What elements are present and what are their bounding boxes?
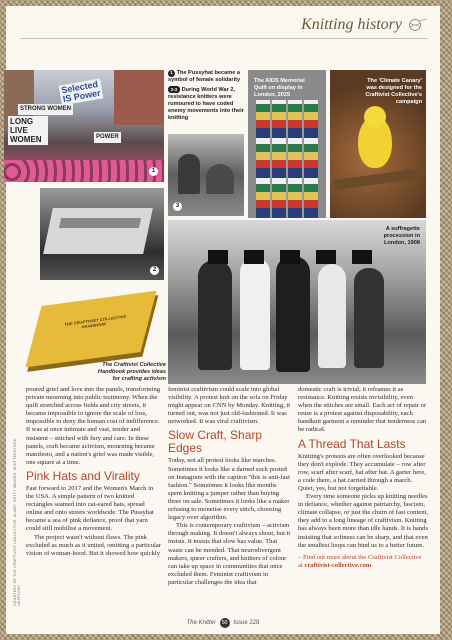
end-note <box>298 554 428 570</box>
caption-canary: The 'Climate Canary' was designed for the Craftivist Collective's campaign <box>365 78 422 105</box>
website-link[interactable]: craftivist-collective.com <box>304 561 372 569</box>
caption-aids: The AIDS Memorial Quilt on display in London, 2025 <box>254 78 305 98</box>
section-header <box>301 16 428 34</box>
paragraph: feminist craftivism could scale into global visibility. A protest knit on the sofa on Friday might appear on CNN by Monday. Knitting, it turned out, was not just old-fashioned. It was networked. It was viral craftivism. <box>168 386 291 426</box>
paragraph: This is contemporary craftivism – activism through making. It doesn't always shout, but it insists. It insists that slow has value. That waste can be mended. That neurodivergent makers, queer crafters, and knitters of colour can take up space in communities that once excluded them. Feminist craftivism in particular challenges the idea that <box>168 522 291 586</box>
caption-ww2-text: During World War 2, resistance knitters were rumoured to have coded enemy movements into their knitting <box>168 87 244 121</box>
photo-wartime-carriage <box>40 188 164 280</box>
yarn-ball-icon <box>406 18 428 32</box>
issue-number: Issue 228 <box>233 620 260 626</box>
paragraph: poured grief and love into the panels, transforming private mourning into public testimony. When the quilt stretched across fields and city streets, it became impossible to ignore the scale of loss, impossible to deny the human cost of indifference. It was at once intimate and vast, tender and insistent – stitched with fury and care. In these panels, craft became activism, mourning became manifesto, and a nation's grief was made visible, one square at a time. <box>26 386 161 466</box>
photo-resistance-knitters <box>168 134 244 216</box>
book-cover <box>25 291 156 368</box>
paragraph: domestic craft is trivial; it reframes it as resistance. Knitting resists invisibility, even when the stitches are small. Each act of repair or reuse is a protest against disposability, each handknit garment a reminder that tenderness can be radical. <box>298 386 427 434</box>
paragraph: Fast forward to 2017 and the Women's March in the USA. A simple pattern of two knitted rectangles seamed into cat-eared hats, spread online and onto streets worldwide. The Pussyhat became a sea of pink defiance, proof that yarn could still mobilise a movement. <box>26 484 154 533</box>
photo-number-badge: 3 <box>173 202 182 211</box>
protest-sign: POWER <box>94 132 121 143</box>
header-title: Knitting history <box>301 16 402 33</box>
caption-pussyhat-text: The Pussyhat became a symbol of female solidarity <box>168 70 241 83</box>
article-column-1 <box>26 386 162 558</box>
paragraph: Today, not all protest looks like marches. Sometimes it looks like a darned sock posted on Instagram with the caption "this is anti-fast fashion." Sometimes it looks like months spent knitting a jumper rather than buying three on sale. Sometimes it looks like a maker refusing to monetise every stitch, choosing legacy over algorithm. <box>168 457 290 522</box>
article-column-3 <box>298 386 428 570</box>
photo-number-badge: 2 <box>150 266 159 275</box>
photo-number-badge: 1 <box>149 167 158 176</box>
article-column-2 <box>168 386 292 587</box>
caption-pussyhat: 1 The Pussyhat became a symbol of female solidarity 2-3 During World War 2, resistance knitters were rumoured to have coded enemy movements into their knitting <box>168 70 244 132</box>
header-rule <box>20 38 428 39</box>
photo-aids-quilt <box>248 70 326 218</box>
subheading-slow-craft: Slow Craft, Sharp Edges <box>168 428 263 456</box>
end-note-text: – Find out more about the Craftivist Collective at <box>298 553 422 569</box>
photo-climate-canary <box>330 70 426 218</box>
protest-sign: STRONG WOMEN <box>18 104 73 115</box>
photo-womens-march <box>4 70 164 182</box>
paragraph: The project wasn't without flaws. The pink excluded as much as it united, omitting a particular vision of woman-hood. But it showed how quickly <box>26 533 161 557</box>
caption-handbook: The Craftivist Collective Handbook provides ideas for crafting activism <box>97 362 166 382</box>
page-footer <box>6 618 440 628</box>
protest-sign: Selected IS Power <box>59 79 104 106</box>
subheading-thread-lasts: A Thread That Lasts <box>298 436 406 451</box>
paragraph: Knitting's protests are often overlooked because they don't explode. They accumulate – row after row, scarf after scarf, hat after hat. A garter here, a code there, a hat carried through a march. Quiet, yes, but not forgettable. <box>298 452 426 492</box>
paragraph: Every time someone picks up knitting needles in defiance, whether against patriarchy, fascism, climate collapse, or just the churn of fast content, they add to a long lineage of craftivism. Knitting has always been more than idle hands. It is hands insisting that softness can be sharp, and that even the smallest loops can bind us to a better future. <box>298 493 429 549</box>
magazine-page <box>6 6 440 634</box>
photo-credit: COURTESY OF THE CRAFTIVIST COLLECTIVE, ALAMY, GETTY IMAGES, SHUTTERSTOCK, UNSPLASH <box>13 437 21 606</box>
magazine-name: The Knitter <box>186 620 216 626</box>
caption-suffragette: A suffragette procession in London, 1908 <box>383 226 420 246</box>
page-number: 50 <box>220 618 230 628</box>
book-title: THE CRAFTIVIST COLLECTIVE HANDBOOK <box>63 313 127 330</box>
photo-suffragette-procession <box>168 220 426 384</box>
subheading-pink-hats: Pink Hats and Virality <box>26 468 140 483</box>
protest-sign: LONG LIVE WOMEN <box>8 116 48 145</box>
